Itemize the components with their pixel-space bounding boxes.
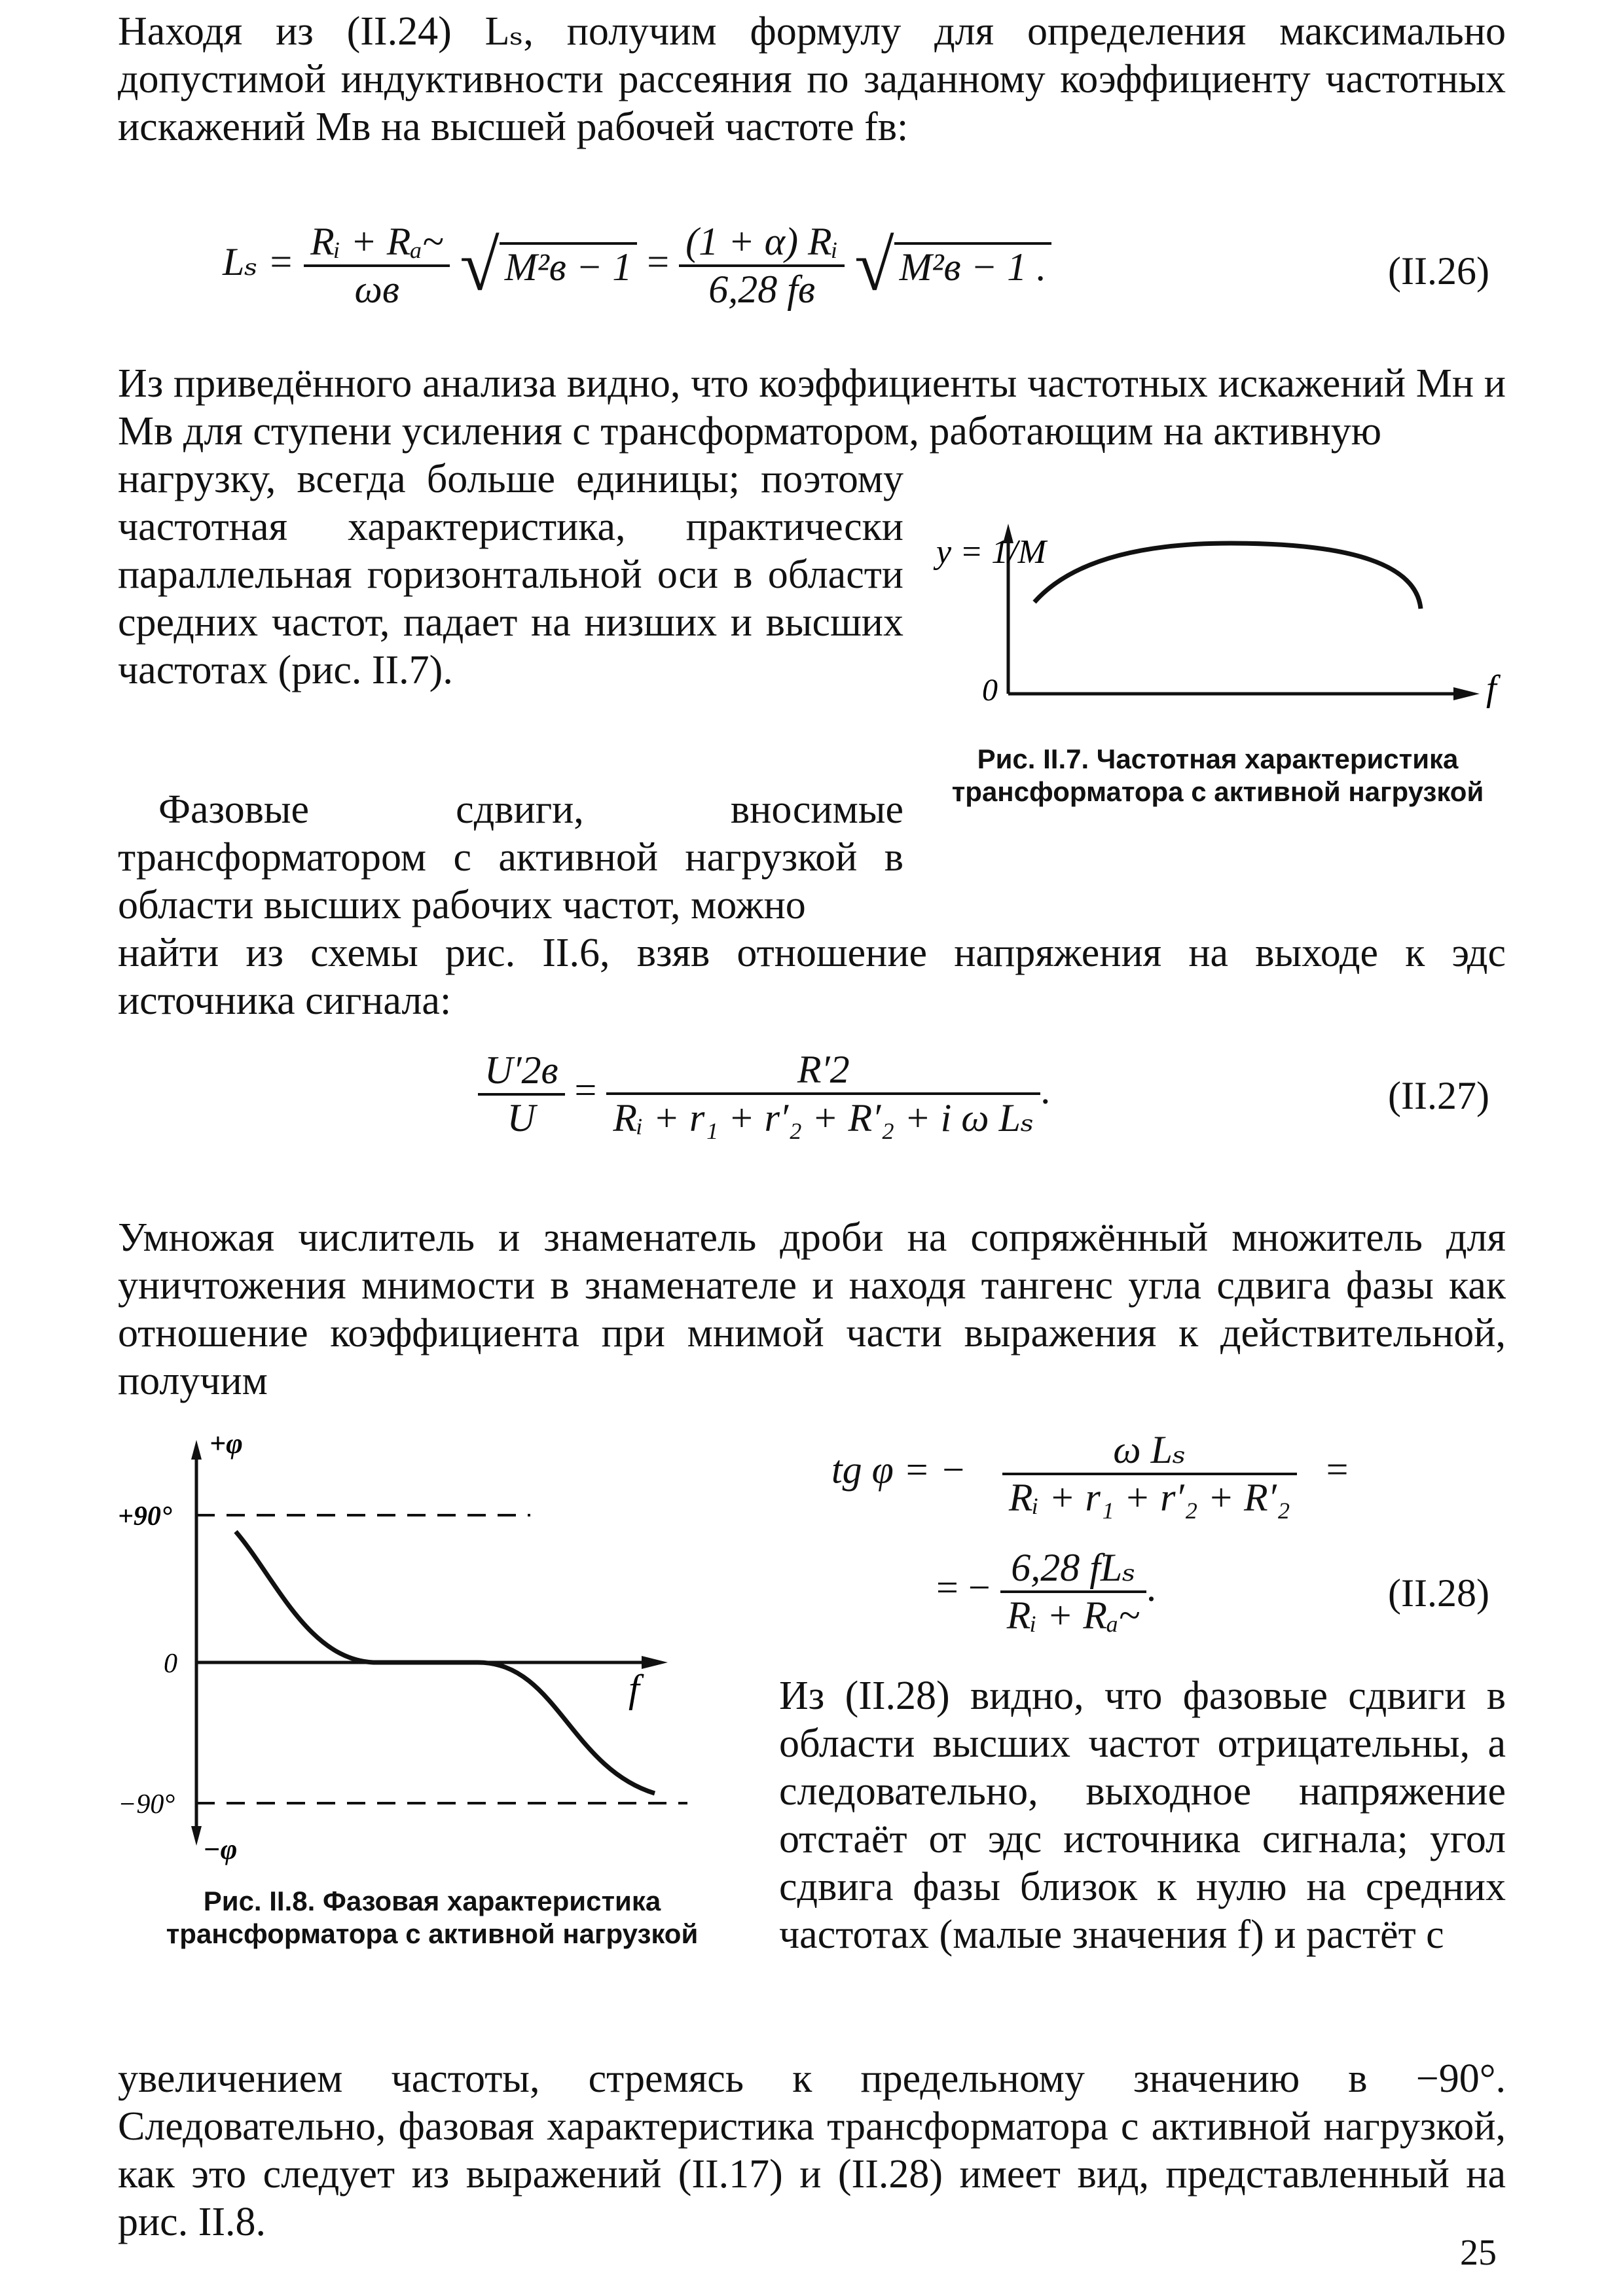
fig7-y-label: y = 1/M	[936, 533, 1046, 571]
fig7-frequency-curve	[1034, 543, 1421, 609]
equation-II-28-line2: = − $\frac{\text{6,28 fLₛ}}{\text{Rᵢ + Rₐ\textasciitilde{}}}$ .	[936, 1546, 1156, 1637]
figure-II-7	[917, 504, 1519, 720]
equation-II-26: Lₛ = $\frac{\text{Rᵢ + Rₐ\textasciitilde{}}}{\omega в}$ √ M²в − 1 = $\frac{\text{(1 + α) Rᵢ}}{6,28 fв}$ √ M²в − 1 .	[223, 219, 1051, 312]
paragraph-4: Умножая числитель и знаменатель дроби на сопряжённый множитель для уничтожения мнимости в знаменателе и находя тангенс угла сдвига фазы как отношение коэффициента при мнимой части выражения к действительной, получим	[118, 1215, 1506, 1403]
fig7-x-label: f	[1486, 668, 1497, 709]
fig8-x-label: f	[629, 1667, 640, 1710]
fig8-y-top-label: +φ	[210, 1427, 243, 1460]
fig8-tick-minus90: −90°	[118, 1789, 175, 1820]
fig8-x-arrow	[642, 1656, 668, 1669]
fig8-y-bottom-label: −φ	[203, 1833, 238, 1865]
paragraph-6: увеличением частоты, стремясь к предельному значению в −90°. Следовательно, фазовая характеристика трансформатора с активной нагрузкой, как это следует из выражений (II.17) и (II.28) имеет вид, представленный на рис. II.8.	[118, 2056, 1506, 2244]
paragraph-5: Из (II.28) видно, что фазовые сдвиги в области высших частот отрицательны, а следовательно, выходное напряжение отстаёт от эдс источника сигнала; угол сдвига фазы близок к нулю на средних частотах (малые значения f) и растёт с	[779, 1674, 1506, 1957]
fig8-tick-plus90: +90°	[118, 1501, 172, 1532]
paragraph-1: Находя из (II.24) Lₛ, получим формулу для определения максимально допустимой индуктивности рассеяния по заданному коэффициенту частотных искажений Mв на высшей рабочей частоте fв:	[118, 9, 1506, 149]
fig8-y-arrow-up	[191, 1440, 202, 1460]
page-number: 25	[1460, 2233, 1497, 2273]
equation-II-27: $\frac{U'2в}{U}$ = $\frac{R'2}{\text{Rᵢ + r₁ + r′₂ + R′₂ + i ω Lₛ}}$ .	[478, 1047, 1050, 1141]
paragraph-3-left: Фазовые сдвиги, вносимые трансформатором с активной нагрузкой в области высших рабочих частот, можно	[118, 787, 903, 927]
paragraph-2: нагрузку, всегда больше единицы; поэтому частотная характеристика, практически параллельная горизонтальной оси в области средних частот, падает на низших и высших частотах (рис. II.7).	[118, 457, 903, 692]
fig8-y-arrow-down	[191, 1826, 202, 1846]
equation-number-II-28: (II.28)	[1388, 1571, 1489, 1615]
equation-II-28-line1: tg φ = − $\frac{\text{ω Lₛ}}{\text{Rᵢ + r₁ + r′₂ + R′₂}}$ =	[831, 1428, 1349, 1519]
equation-number-II-26: (II.26)	[1388, 249, 1489, 293]
figure-II-8-caption: Рис. II.8. Фазовая характеристика трансформатора с активной нагрузкой	[166, 1886, 699, 1949]
figure-II-7-caption: Рис. II.7. Частотная характеристика трансформатора с активной нагрузкой	[951, 744, 1484, 807]
paragraph-3: найти из схемы рис. II.6, взяв отношение напряжения на выходе к эдс источника сигнала:	[118, 931, 1506, 1023]
fig7-x-arrow	[1453, 687, 1480, 700]
paragraph-2-head: Из приведённого анализа видно, что коэффициенты частотных искажений Mн и Mв для ступени усиления с трансформатором, работающим на активную	[118, 361, 1506, 454]
fig8-tick-zero: 0	[164, 1649, 177, 1679]
figure-II-8	[111, 1427, 766, 1872]
equation-number-II-27: (II.27)	[1388, 1074, 1489, 1117]
fig7-origin-label: 0	[982, 673, 998, 708]
